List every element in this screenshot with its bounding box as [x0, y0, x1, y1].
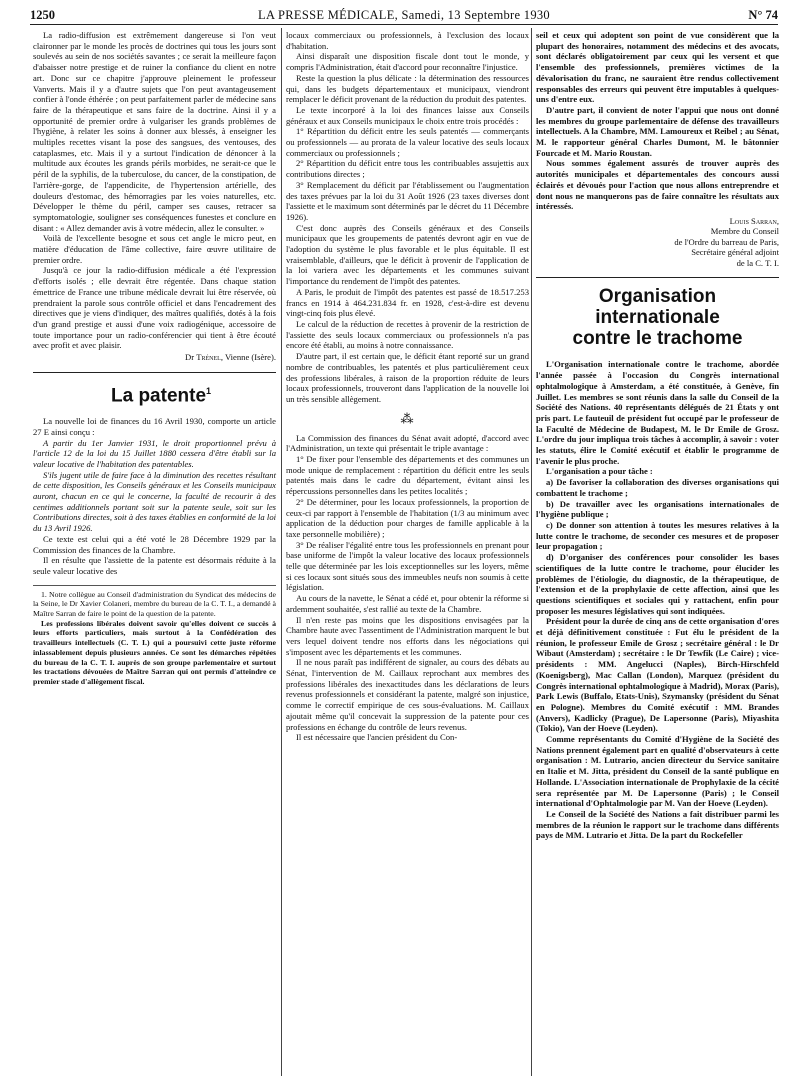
column-divider-2 [531, 28, 532, 1076]
signature-line: Membre du Conseil [710, 226, 779, 237]
paragraph: Jusqu'à ce jour la radio-diffusion médicale a été l'expression d'efforts isolés ; elle devrait être régentée. Dans chaque station émettrice de France une tribune médicale devrait lui être réservée, où prendraient la parole sous contrôle officiel et dans l'encadrement des directives que je viens d'indiquer, des maîtres qualifiés, dotés à la fois d'un grand prestige et aussi d'une voix radiogénique, accessoire de toute importance pour un radio-conférencier qui tient à être écouté avec profit et avec plaisir. [33, 265, 276, 351]
paragraph: La radio-diffusion est extrêmement dangereuse si l'on veut claironner par le monde les procès de doctrines qui tous les jours sont soulevés au sein de nos sociétés savantes ; ce serait la meilleure façon d'abaisser notre prestige et de ruiner la confiance du client en notre art. Donc sur ce chapitre j'approuve pleinement le professeur Vanverts. Mais il y a d'autre sujets que l'on peut avantageusement confier à l'onde éthérée ; on peut parfaitement parler de médecine sans faire de la thérapeutique et sans faire de la doctrine. Ainsi il y a opportunité de premier ordre à vulgariser les grands problèmes de l'hygiène, à relater les soins à donner aux blessés, à enseigner les multiples recettes visant la pose des sangsues, des ventouses, des cataplasmes, etc. Mais il y a surtout l'indication de dénoncer à la multitude aux écoutes les grands périls morbides, ne serait-ce que le péril de la syphilis, de la tuberculose, du cancer, de la constipation, de l'arrière-gorge, de l'appendicite, de l'hypertension artérielle, des douleurs d'estomac, des hémorragies par les voies naturelles, etc. Développer le thème du péril, camper ses causes, retracer sa symptomatologie, souligner ses conséquences funestes et conclure en disant : « Allez demander avis à votre médecin, allez le consulter. » [33, 30, 276, 233]
signature [33, 352, 276, 363]
section-title-line: contre le trachome [572, 328, 743, 350]
paragraph: Au cours de la navette, le Sénat a cédé et, pour obtenir la réforme si ardemment souhaitée, s'est rallié au texte de la Chambre. [286, 593, 529, 614]
paragraph: L'Organisation internationale contre le trachome, abordée l'année passée à l'occasion du Congrès international ophtalmologique à Amsterdam, a été constituée, à Genève, fin Juillet. Les membres se sont réunis dans la salle du Conseil de la Société des Nations. 40 représentants délégués de 21 États y ont pris part. Le fauteuil de président fut occupé par le professeur de la Faculté de Médecine de Budapest, M. le Dr Emile de Grosz. L'ordre du jour impliqua trois tâches à accomplir, à savoir : voter les statuts, élire le Comité exécutif et établir le programme de l'avenir le plus proche. [536, 359, 779, 466]
page-number: 1250 [30, 8, 55, 22]
paragraph: A Paris, le produit de l'impôt des patentes est passé de 18.517.253 francs en 1914 à 464.231.834 fr. en 1928, c'est-à-dire est devenu vingt-cinq fois plus élevé. [286, 286, 529, 319]
signature-name: Trénel [196, 352, 221, 363]
issue-number: N° 74 [748, 8, 778, 22]
footnote-ref: 1 [206, 385, 212, 396]
header-rule [30, 24, 778, 25]
paragraph: Il ne nous paraît pas indifférent de signaler, au cours des débats au Sénat, l'intervention de M. Caillaux reprochant aux membres des professions libérales des inexactitudes dans les déclarations de leurs revenus professionnels et considérant la patente, malgré son injustice, comme le correctif empirique de ces sous-évaluations. M. Caillaux ajoutait même qu'il concevait la suppression de la patente pour ces professions en échange du contrôle de leurs revenus. [286, 657, 529, 732]
law-quote: S'ils jugent utile de faire face à la diminution des recettes résultant de cette disposition, les Conseils généraux et les Conseils municipaux auront, chacun en ce qui le concerne, la faculté de recourir à des centimes additionnels portant soit sur la patente seule, soit sur les Contributions directes, soit à des taxes établies en conformité de la loi du 13 Avril 1926. [33, 469, 276, 534]
paragraph: 1° De fixer pour l'ensemble des départements et des communes un mode unique de remplacement : répartition du déficit entre les seuls patentés mais dans le cadre du département, évitant ainsi les répercussions personnelles dans les petites localités ; [286, 454, 529, 497]
list-item: c) De donner son attention à toutes les mesures relatives à la lutte contre le trachome, de seconder ces mesures et de proposer leur propagation ; [536, 520, 779, 552]
paragraph: Il n'en reste pas moins que les dispositions envisagées par la Chambre haute avec l'assentiment de l'Administration marquent le but vers lequel doivent tendre nos efforts dans les négociations qui s'imposent avec les départements et les communes. [286, 614, 529, 657]
paragraph: 2° De déterminer, pour les locaux professionnels, la proportion de ceux-ci par rapport à l'ensemble de l'habitation (1/3 au minimum avec application de la déduction pour charges de famille applicable à la taxe personnelle mobilière) ; [286, 496, 529, 539]
footnote: Les professions libérales doivent savoir qu'elles doivent ce succès à leurs efforts particuliers, mais surtout à la Confédération des travailleurs intellectuels (C. T. I.) qui a poursuivi cette juste réforme inlassablement depuis plusieurs années. Ce sont les démarches répétées du bureau de la C. T. I. auprès de son groupe parlementaire et surtout les tractations dévouées de Maître Sarran qui ont permis d'atteindre ce premier stade d'allègement fiscal. [33, 618, 276, 686]
list-item: b) De travailler avec les organisations internationales de l'hygiène publique ; [536, 498, 779, 520]
paragraph: D'autre part, il convient de noter l'appui que nous ont donné les membres du groupe parlementaire de défense des travailleurs intellectuels. A la Chambre, MM. Lamoureux et Reibel ; au Sénat, M. le rapporteur général Charles Dumont, M. le bâtonnier Fourcade et M. Mario Roustan. [536, 104, 779, 158]
section-title [33, 381, 276, 406]
list-item: d) D'organiser des conférences pour consolider les bases scientifiques de la lutte contre le trachome, pour élucider les problèmes de l'étiologie, du diagnostic, de la thérapeutique, de l'extension et de la prophylaxie de cette affection, ainsi que les questions scientifiques et sociales qui y rattachent, enfin pour proposer les mesures législatives qui sont indiquées. [536, 552, 779, 616]
paragraph: Ce texte est celui qui a été voté le 28 Décembre 1929 par la Commission des finances de la Chambre. [33, 533, 276, 555]
section-rule [33, 372, 276, 373]
paragraph: Il en résulte que l'assiette de la patente est désormais réduite à la seule valeur locative des [33, 555, 276, 576]
signature-line: de la C. T. I. [736, 257, 779, 268]
paragraph: Le texte incorporé à la loi des finances laisse aux Conseils généraux et aux Conseils municipaux le choix entre trois procédés : [286, 104, 529, 126]
paragraph: Reste la question la plus délicate : la détermination des ressources qui, dans les budgets départementaux et municipaux, viendront remplacer le déficit provenant de la réduction du produit des patentes. [286, 72, 529, 105]
column-divider-1 [281, 28, 282, 1076]
asterism: ⁂ [400, 410, 415, 426]
paragraph: La Commission des finances du Sénat avait adopté, d'accord avec l'Administration, un texte qui présentait le triple avantage : [286, 432, 529, 454]
paragraph: seil et ceux qui adoptent son point de vue considèrent que la plupart des honoraires, notamment des médecins et des avocats, sont déclarés obligatoirement par ceux qui les versent et que l'ensemble des professionnels, premières victimes de la dévalorisation du franc, ne sauraient être rendus collectivement responsables des erreurs qui peuvent être imputables à quelques-uns d'entre eux. [536, 30, 779, 105]
paragraph: D'autre part, il est certain que, le déficit étant reporté sur un grand nombre de contribuables, les patentés et plus particulièrement ceux des professions libérales, à raison de la proportion réduite de leurs locaux professionnels, trouveront dans l'application de la nouvelle loi un très sensible allègement. [286, 351, 529, 404]
section-title-line: Organisation internationale [595, 286, 720, 329]
paragraph: Président pour la durée de cinq ans de cette organisation d'ores et déjà définitivement constituée : Fut élu le président de la réunion, le professeur Emile de Grosz ; secrétaire général : le Dr Wibaut (Amsterdam) ; secrétaire : le Dr Tewfik (Le Caire) ; vice-présidents : MM. Angelucci (Naples), Birch-Hirschfeld (Koenigsberg), Mac Callan (London), Marquez (président du Congrès international ophtalmologique à Madrid), Morax (Paris), Park Lewis (Buffalo, Etats-Unis), Szymansky (président du Sénat en Pologne). Membres du Comité exécutif : MM. Brandes (Anvers), Kadlicky (Prague), De Lapersonne (Paris), Miyashita (Tokio), Van der Hoeve (Leyden). [536, 616, 779, 734]
running-title: LA PRESSE MÉDICALE, Samedi, 13 Septembre 1930 [258, 8, 550, 22]
paragraph: Comme représentants du Comité d'Hygiène de la Société des Nations prennent également part en qualité d'observateurs à cette organisation : M. Lutrario, ancien directeur du Service sanitaire en Italie et M. Jitta, président du Conseil de la santé publique en Hollande. L'Association internationale de Prophylaxie de la cécité sera représentée par M. De Lapersonne (Paris) ; le Conseil international d'Ophtalmologie par M. Van der Hoeve (Leyden). [536, 734, 779, 809]
paragraph: 3° De réaliser l'égalité entre tous les professionnels en prenant pour base uniforme de l'impôt la valeur locative des locaux professionnels telle que déterminée par les lois exceptionnelles sur les loyers, même si ces locaux sont situés sous des immeubles neufs non soumis à cette législation. [286, 539, 529, 593]
signature-line: Secrétaire général adjoint [691, 247, 779, 258]
section-title [536, 286, 779, 349]
page-header [30, 8, 778, 24]
section-title-text: La patente [111, 385, 207, 407]
column-3 [536, 30, 779, 841]
paragraph: 1° Répartition du déficit entre les seuls patentés — commerçants ou professionnels — au prorata de la valeur locative des seuls locaux commerciaux ou professionnels ; [286, 126, 529, 158]
column-1 [33, 30, 276, 687]
signature-title: Dr [185, 352, 195, 363]
paragraph: Nous sommes également assurés de trouver auprès des autorités municipales et départementales des concours aussi éclairés et dévoués pour l'action que nous allons entreprendre et dont nous ne manquerons pas de faire connaître les résultats aux intéressés. [536, 158, 779, 212]
paragraph: C'est donc auprès des Conseils généraux et des Conseils municipaux que les groupements de patentés devront agir en vue de l'adoption du système le plus favorable et le plus équitable. Il est vraisemblable, d'ailleurs, que le déficit à provenir de l'application de la loi variera avec les départements et les communes suivant l'importance du rendement de l'impôt des patentes. [286, 222, 529, 287]
footnote: 1. Notre collègue au Conseil d'administration du Syndicat des médecins de la Seine, le Dr Xavier Colaneri, membre du bureau de la C. T. I., a demandé à Maître Sarran de faire le point de la question de la patente. [33, 589, 276, 619]
signature-name: Louis Sarran, [729, 215, 779, 226]
column-2 [286, 30, 529, 743]
signature-line: de l'Ordre du barreau de Paris, [674, 236, 779, 247]
paragraph: L'organisation a pour tâche : [546, 466, 653, 477]
paragraph: Le calcul de la réduction de recettes à provenir de la restriction de l'assiette des seuls locaux commerciaux ou professionnels n'a pas encore été établi, au moins à notre connaissance. [286, 318, 529, 351]
paragraph: 3° Remplacement du déficit par l'établissement ou l'augmentation des taxes prévues par la loi du 31 Août 1926 (23 taxes diverses dont l'assiette et le maximum sont déterminés par le décret du 11 Décembre 1926). [286, 179, 529, 222]
paragraph: 2° Répartition du déficit entre tous les contribuables assujettis aux contributions directes ; [286, 158, 529, 180]
paragraph: Ainsi disparaît une disposition fiscale dont tout le monde, y compris l'Administration, était d'accord pour reconnaître l'injustice. [286, 51, 529, 73]
list-item: a) De favoriser la collaboration des diverses organisations qui combattent le trachome ; [536, 477, 779, 498]
signature-place: , Vienne (Isère). [220, 352, 276, 363]
section-rule [536, 277, 779, 278]
law-quote: A partir du 1er Janvier 1931, le droit proportionnel prévu à l'article 12 de la loi du 15 Juillet 1880 cessera d'être établi sur la valeur locative de l'habitation des patentables. [33, 437, 276, 469]
signature-block [536, 216, 779, 269]
footnotes [33, 585, 276, 687]
paragraph: Le Conseil de la Société des Nations a fait distribuer parmi les membres de la réunion le rapport sur le trachome dans différents pays de MM. Lutrario et Jitta. De la part du Rockefeller [536, 808, 779, 841]
paragraph: locaux commerciaux ou professionnels, à l'exclusion des locaux d'habitation. [286, 30, 529, 51]
paragraph: La nouvelle loi de finances du 16 Avril 1930, comporte un article 27 E ainsi conçu : [33, 416, 276, 437]
paragraph: Voilà de l'excellente besogne et sous cet angle le micro peut, en matière d'éducation de l'âme collective, faire œuvre utilitaire de premier ordre. [33, 233, 276, 265]
paragraph: Il est nécessaire que l'ancien président du Con- [296, 732, 458, 743]
